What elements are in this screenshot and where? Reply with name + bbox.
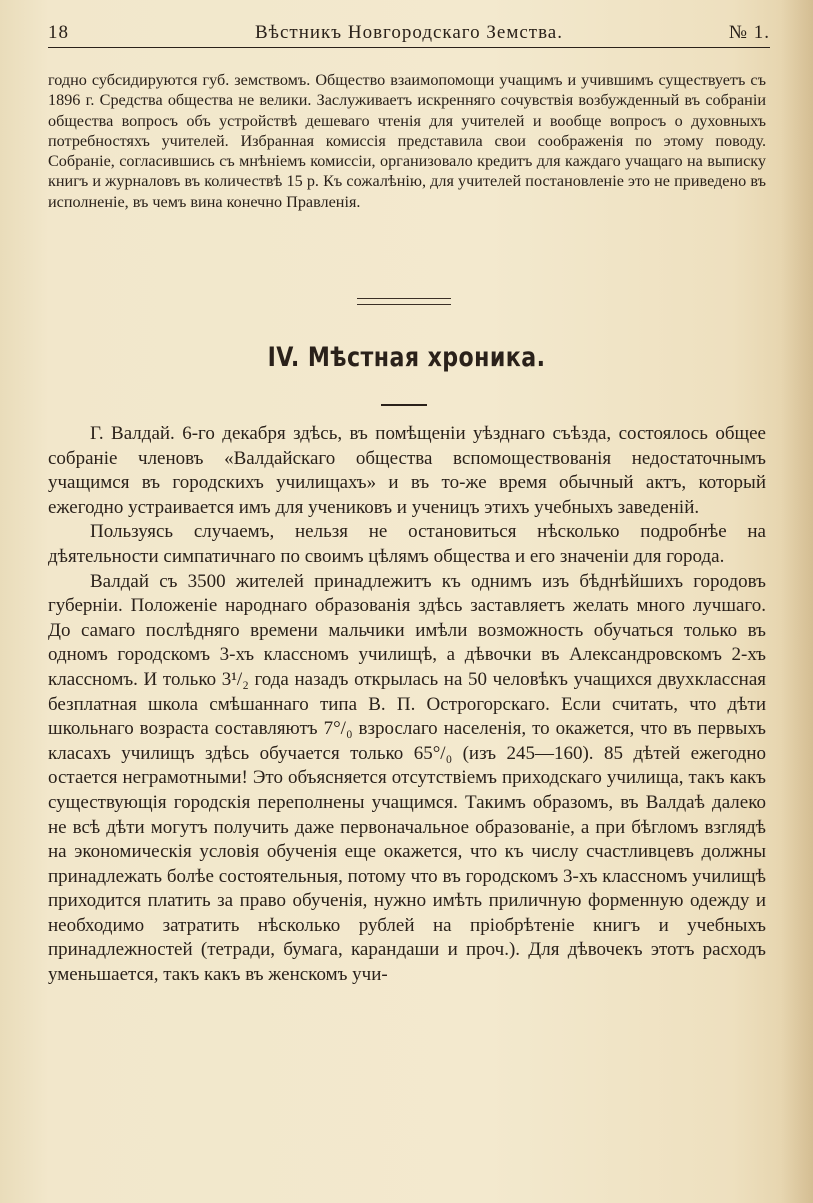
section-title: IV. Мѣстная хроника. xyxy=(267,342,546,373)
paragraph: Г. Валдай. 6-го декабря здѣсь, въ помѣщеніи уѣзднаго съѣзда, состоялось общее собраніе членовъ «Валдайскаго общества вспомоществованія недостаточнымъ учащимся въ городскихъ училищахъ» и въ то-же время обычный актъ, который ежегодно устраивается имъ для учениковъ и ученицъ этихъ учебныхъ заведеній. xyxy=(48,423,766,518)
running-header xyxy=(48,22,770,50)
title-underline xyxy=(381,404,427,406)
paragraph: Валдай съ 3500 жителей принадлежитъ къ однимъ изъ бѣднѣйшихъ городовъ губерніи. Положеніе народнаго образованія здѣсь заставляетъ желать много лучшаго. До самаго послѣдняго времени мальчики имѣли возможность обучаться только въ одномъ городскомъ 3-хъ классномъ училищѣ, а дѣвочки въ Александровскомъ 2-хъ классномъ. И только 3¹/₂ года назадъ открылась на 50 человѣкъ учащихся двухклассная безплатная школа смѣшаннаго типа В. П. Острогорскаго. Если считать, что дѣти школьнаго возраста составляютъ 7°/₀ взрослаго населенія, то окажется, что въ первыхъ класахъ училищъ здѣсь обучается только 65°/₀ (изъ 245—160). 85 дѣтей ежегодно остается неграмотными! Это объясняется отсутствіемъ приходскаго училища, такъ какъ существующія городскія переполнены учащимся. Такимъ образомъ, въ Валдаѣ далеко не всѣ дѣти могутъ получить даже первоначальное образованіе, а при бѣгломъ взглядѣ на экономическія условія обученія еще окажется, что къ числу счастливцевъ должны принадлежать болѣе состоятельныя, потому что въ городскомъ 3-хъ классномъ училищѣ приходится платить за право обученія, нужно имѣть приличную форменную одежду и необходимо затратить нѣсколько рублей на пріобрѣтеніе книгъ и учебныхъ принадлежностей (тетради, бумага, карандаши и проч.). Для дѣвочекъ этотъ расходъ уменьшается, такъ какъ въ женскомъ учи- xyxy=(48,570,766,986)
intro-paragraph: годно субсидируются губ. земствомъ. Общество взаимопомощи учащимъ и учившимъ существуетъ съ 1896 г. Средства общества не велики. Заслуживаетъ искренняго сочувствія возбужденный въ собраніи общества вопросъ объ устройствѣ дешеваго чтенія для учителей и вообще вопросъ о духовныхъ потребностяхъ учителей. Избранная комиссія представила свои соображенія по этому поводу. Собраніе, согласившись съ мнѣніемъ комиссіи, организовало кредитъ для каждаго учащаго на выписку книгъ и журналовъ въ количествѣ 15 р. Къ сожалѣнію, для учителей постановленіе это не приведено въ исполненіе, въ чемъ вина конечно Правленія. xyxy=(48,71,766,211)
page-number: 18 xyxy=(48,22,69,43)
issue-number: № 1. xyxy=(728,22,770,43)
section-divider xyxy=(357,298,451,305)
page-edge-shading xyxy=(781,0,813,1203)
journal-title: Вѣстникъ Новгородскаго Земства. xyxy=(255,22,563,43)
header-rule xyxy=(48,47,770,48)
article-body xyxy=(48,422,766,988)
paragraph: Пользуясь случаемъ, нельзя не остановиться нѣсколько подробнѣе на дѣятельности симпатичнаго по своимъ цѣлямъ общества и его значеніи для города. xyxy=(48,521,766,567)
